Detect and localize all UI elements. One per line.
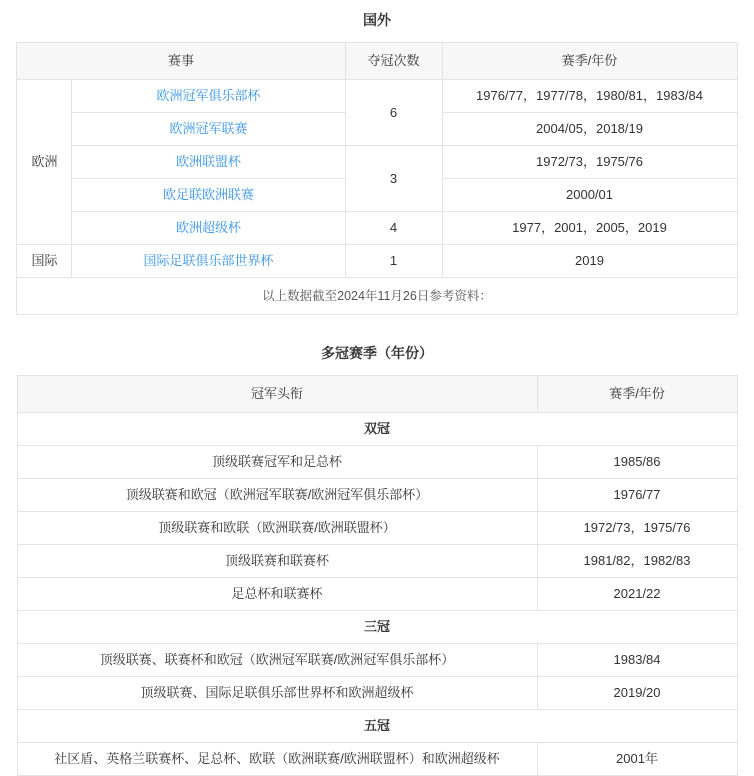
table-row — [17, 80, 737, 113]
season-cell: 2001年 — [537, 743, 737, 776]
honour-title: 顶级联赛冠军和足总杯 — [17, 446, 537, 479]
column-header-season: 赛季/年份 — [537, 376, 737, 413]
column-header-honour: 冠军头衔 — [17, 376, 537, 413]
table-row — [17, 743, 737, 776]
seasons-cell: 1976/77，1977/78，1980/81，1983/84 — [442, 80, 737, 113]
honour-title: 顶级联赛、国际足联俱乐部世界杯和欧洲超级杯 — [17, 677, 537, 710]
group-header-row — [17, 413, 737, 446]
table-row — [17, 479, 737, 512]
competition-link[interactable]: 国际足联俱乐部世界杯 — [72, 245, 345, 278]
competition-link[interactable]: 欧洲超级杯 — [72, 212, 345, 245]
honour-title: 顶级联赛和联赛杯 — [17, 545, 537, 578]
overseas-table — [16, 42, 737, 315]
season-cell: 1981/82，1982/83 — [537, 545, 737, 578]
seasons-cell: 2004/05，2018/19 — [442, 113, 737, 146]
table-footnote-row — [17, 278, 737, 315]
table-row — [17, 578, 737, 611]
competition-link[interactable]: 欧洲冠军俱乐部杯 — [72, 80, 345, 113]
table-row — [17, 677, 737, 710]
seasons-cell: 2000/01 — [442, 179, 737, 212]
honour-title: 顶级联赛和欧联（欧洲联赛/欧洲联盟杯） — [17, 512, 537, 545]
region-label-international: 国际 — [17, 245, 72, 278]
table-header-row — [17, 43, 737, 80]
competition-link[interactable]: 欧洲联盟杯 — [72, 146, 345, 179]
honour-title: 社区盾、英格兰联赛杯、足总杯、欧联（欧洲联赛/欧洲联盟杯）和欧洲超级杯 — [17, 743, 537, 776]
table-row — [17, 245, 737, 278]
table-row — [17, 512, 737, 545]
table-row — [17, 545, 737, 578]
multi-title-seasons-table — [17, 375, 738, 776]
region-label-europe: 欧洲 — [17, 80, 72, 245]
seasons-cell: 2019 — [442, 245, 737, 278]
table-row — [17, 644, 737, 677]
titles-count: 6 — [345, 80, 442, 146]
table-row — [17, 212, 737, 245]
column-header-titles: 夺冠次数 — [345, 43, 442, 80]
group-label: 双冠 — [17, 413, 737, 446]
titles-count: 1 — [345, 245, 442, 278]
honour-title: 顶级联赛和欧冠（欧洲冠军联赛/欧洲冠军俱乐部杯） — [17, 479, 537, 512]
multi-title: 多冠赛季（年份） — [321, 345, 433, 361]
table-row — [17, 446, 737, 479]
titles-count: 3 — [345, 146, 442, 212]
competition-link[interactable]: 欧洲冠军联赛 — [72, 113, 345, 146]
honour-title: 足总杯和联赛杯 — [17, 578, 537, 611]
table-row — [17, 146, 737, 179]
group-label: 三冠 — [17, 611, 737, 644]
group-label: 五冠 — [17, 710, 737, 743]
season-cell: 1976/77 — [537, 479, 737, 512]
season-cell: 1983/84 — [537, 644, 737, 677]
season-cell: 1972/73，1975/76 — [537, 512, 737, 545]
season-cell: 2019/20 — [537, 677, 737, 710]
titles-count: 4 — [345, 212, 442, 245]
table-header-row — [17, 376, 737, 413]
seasons-cell: 1972/73，1975/76 — [442, 146, 737, 179]
column-header-competition: 赛事 — [17, 43, 345, 80]
honour-title: 顶级联赛、联赛杯和欧冠（欧洲冠军联赛/欧洲冠军俱乐部杯） — [17, 644, 537, 677]
group-header-row — [17, 710, 737, 743]
section-spacer — [0, 315, 754, 333]
footnote-text: 以上数据截至2024年11月26日参考资料： — [17, 278, 737, 315]
season-cell: 2021/22 — [537, 578, 737, 611]
season-cell: 1985/86 — [537, 446, 737, 479]
seasons-cell: 1977，2001，2005，2019 — [442, 212, 737, 245]
overseas-title: 国外 — [363, 12, 391, 28]
group-header-row — [17, 611, 737, 644]
column-header-seasons: 赛季/年份 — [442, 43, 737, 80]
competition-link[interactable]: 欧足联欧洲联赛 — [72, 179, 345, 212]
